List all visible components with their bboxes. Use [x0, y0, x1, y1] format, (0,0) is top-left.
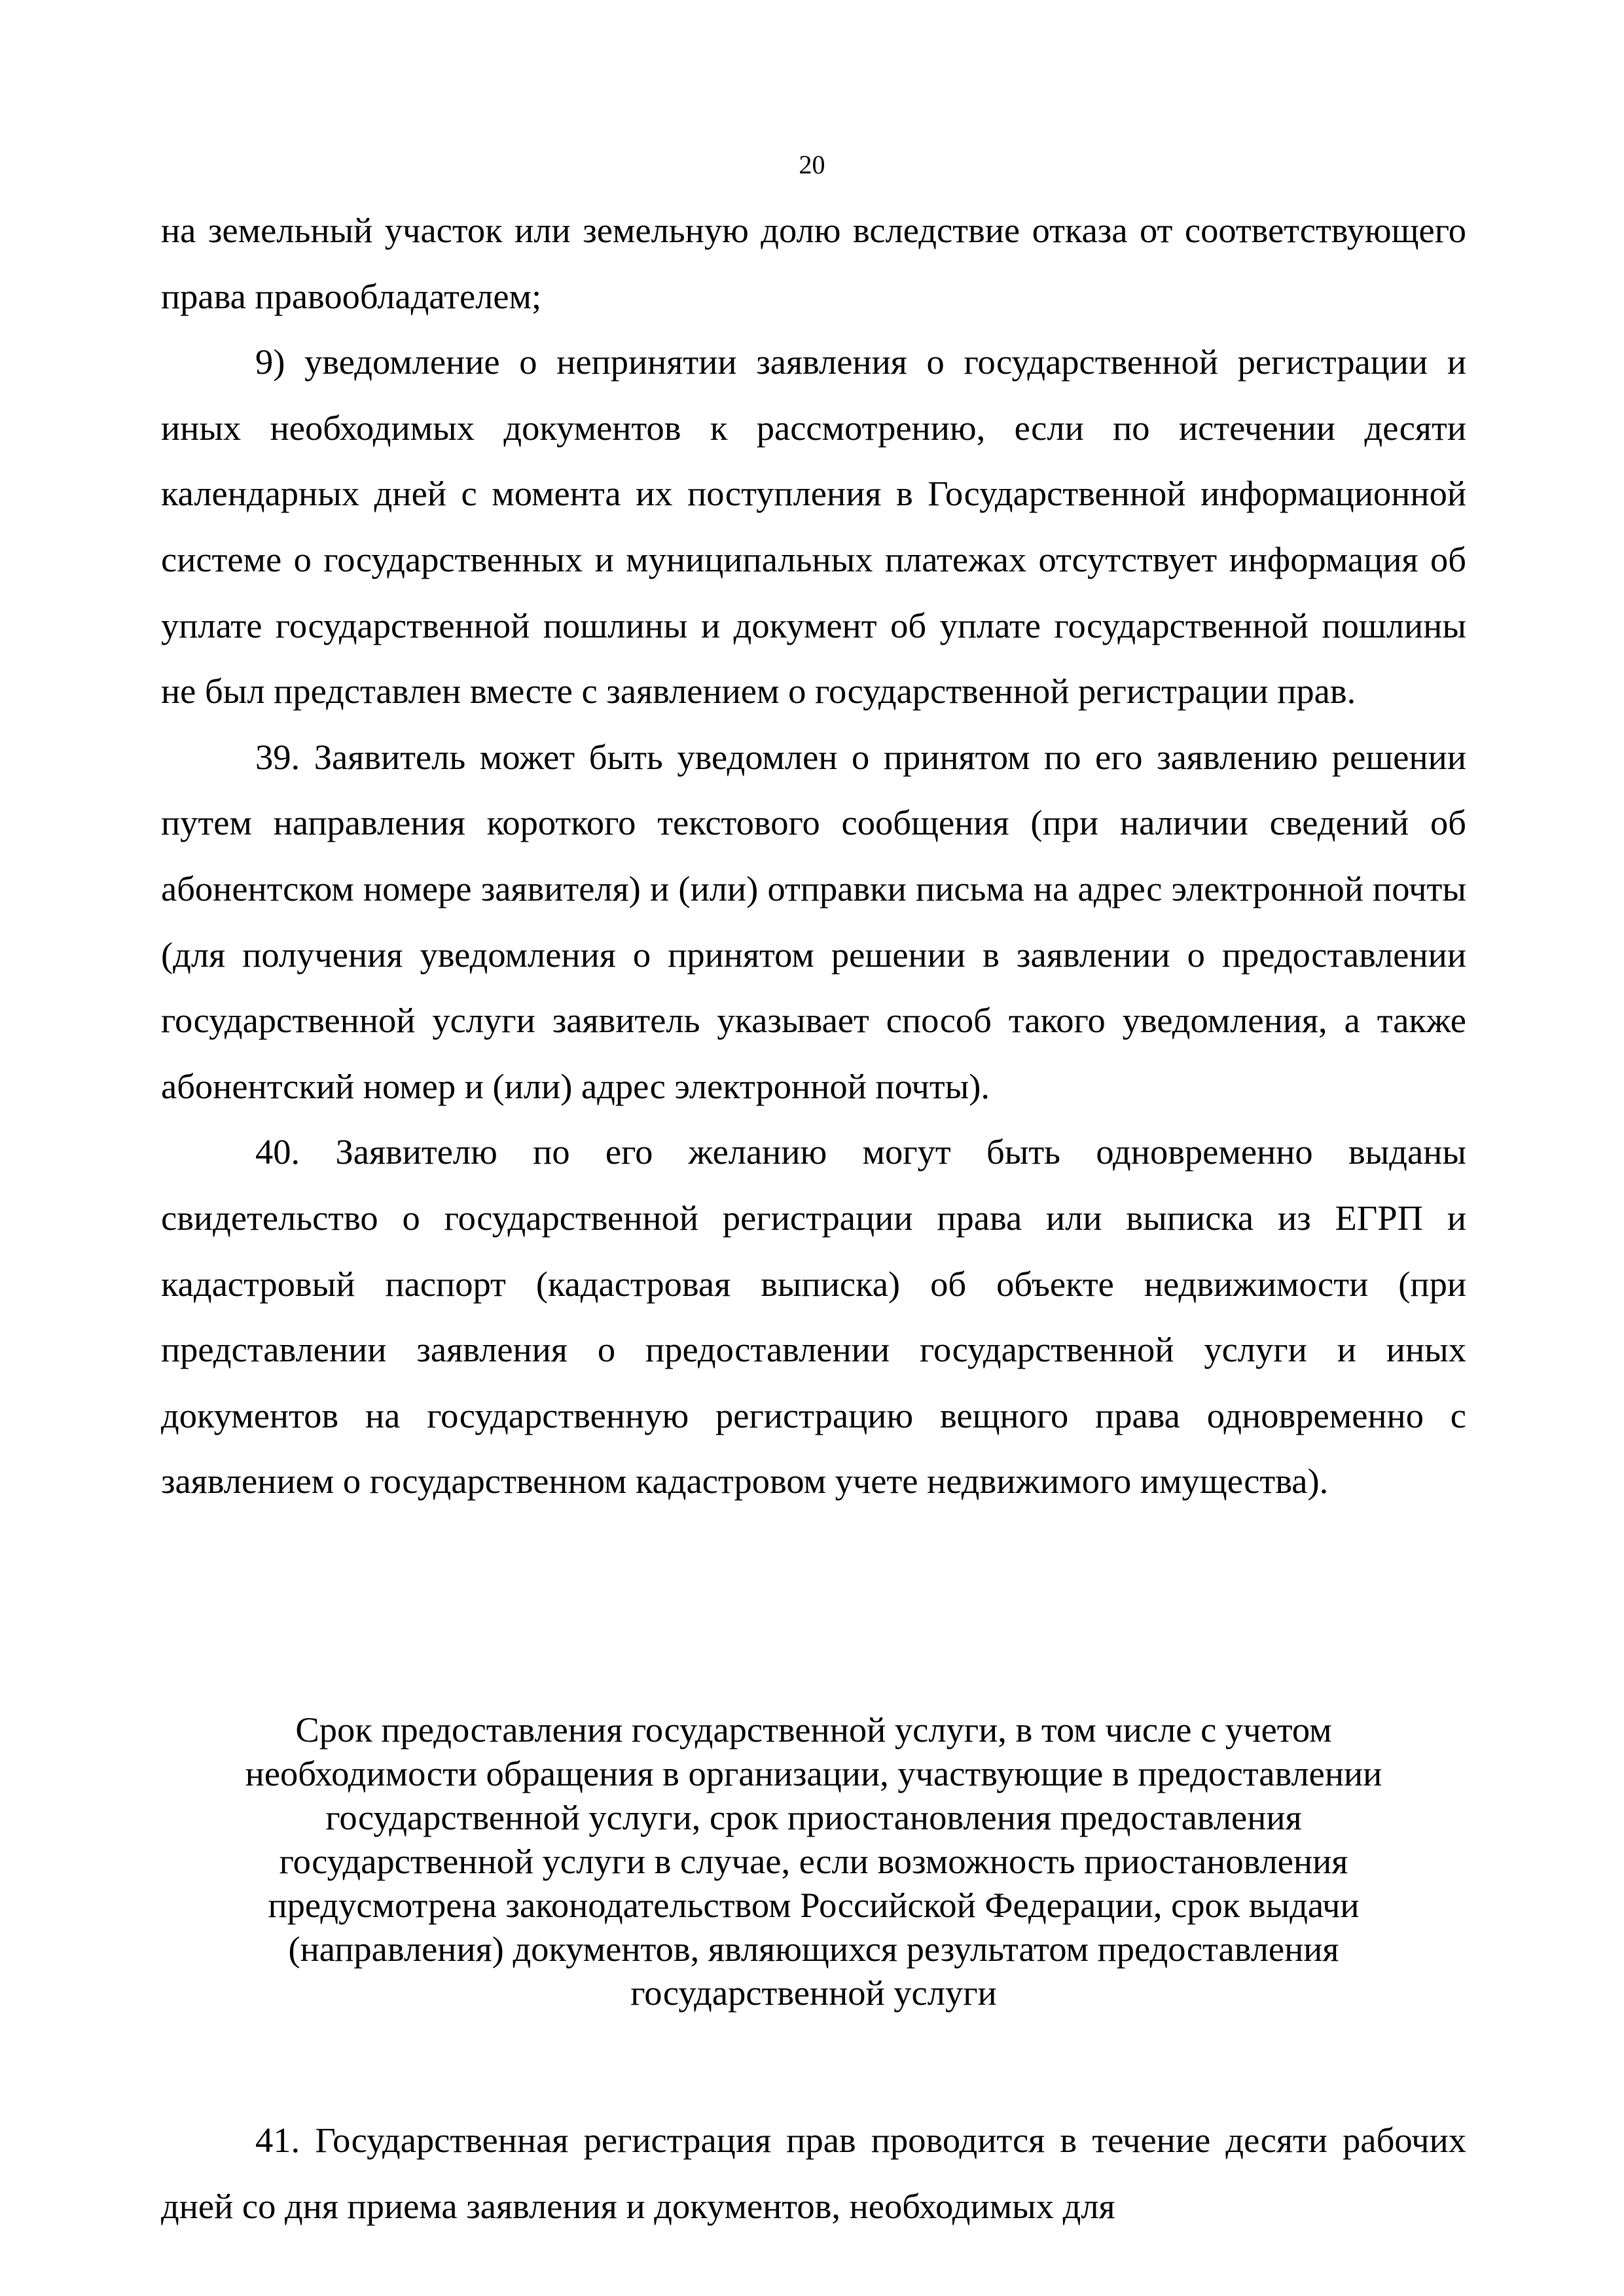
document-body-continued — [161, 2108, 1466, 2239]
section-heading-line: необходимости обращения в организации, участвующие в предоставлении — [245, 1753, 1382, 1793]
paragraph-continuation: на земельный участок или земельную долю вследствие отказа от соответствующего права правообладателем; — [161, 210, 1466, 316]
section-heading-line: Срок предоставления государственной услуги, в том числе с учетом — [295, 1710, 1332, 1749]
paragraph-item-40: 40. Заявителю по его желанию могут быть одновременно выданы свидетельство о государственной регистрации права или выписка из ЕГРП и кадастровый паспорт (кадастровая выписка) об объекте недвижимости (при представлении заявления о предоставлении государственной услуги и иных документов на государственную регистрацию вещного права одновременно с заявлением о государственном кадастровом учете недвижимого имущества). — [161, 1132, 1466, 1501]
paragraph-item-9: 9) уведомление о непринятии заявления о государственной регистрации и иных необходимых документов к рассмотрению, если по истечении десяти календарных дней с момента их поступления в Государственной информационной системе о государственных и муниципальных платежах отсутствует информация об уплате государственной пошлины и документ об уплате государственной пошлины не был представлен вместе с заявлением о государственной регистрации прав. — [161, 342, 1466, 711]
document-body — [161, 198, 1466, 1515]
section-heading-line: государственной услуги, срок приостановления предоставления — [325, 1797, 1302, 1837]
section-heading-line: предусмотрена законодательством Российской Федерации, срок выдачи — [268, 1885, 1360, 1925]
section-heading-line: государственной услуги — [630, 1973, 997, 2013]
paragraph-item-39: 39. Заявитель может быть уведомлен о принятом по его заявлению решении путем направления короткого текстового сообщения (при наличии сведений об абонентском номере заявителя) и (или) отправки письма на адрес электронной почты (для получения уведомления о принятом решении в заявлении о предоставлении государственной услуги заявитель указывает способ такого уведомления, а также абонентский номер и (или) адрес электронной почты). — [161, 736, 1466, 1106]
page-number: 20 — [799, 150, 825, 179]
section-heading-line: государственной услуги в случае, если возможность приостановления — [279, 1841, 1348, 1881]
section-heading-line: (направления) документов, являющихся результатом предоставления — [288, 1929, 1339, 1969]
section-heading — [161, 1708, 1466, 2015]
paragraph-item-41: 41. Государственная регистрация прав проводится в течение десяти рабочих дней со дня приема заявления и документов, необходимых для — [161, 2120, 1466, 2226]
